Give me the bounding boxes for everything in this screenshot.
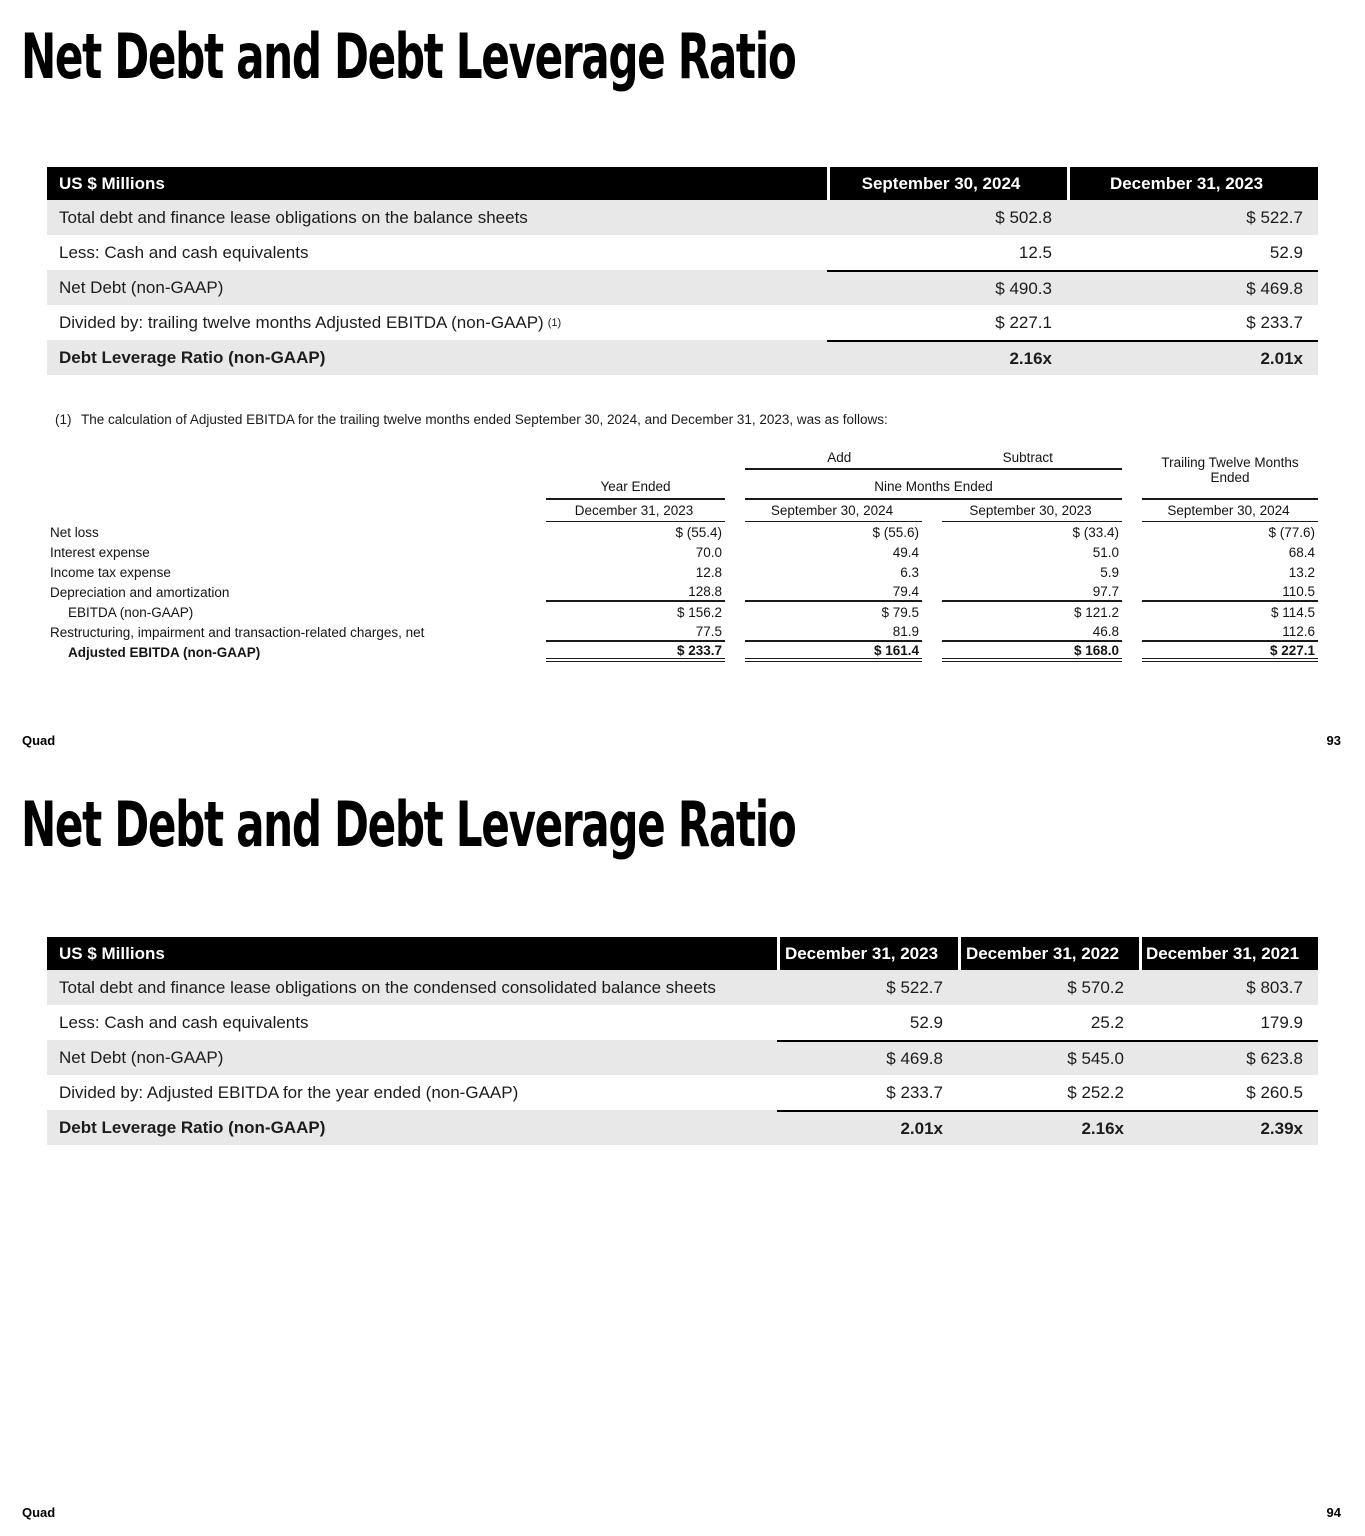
- row-value: 52.9: [1269, 242, 1303, 262]
- footnote: [55, 412, 888, 427]
- footnote-text: The calculation of Adjusted EBITDA for the trailing twelve months ended September 30, 2024, and December 31, 2023, was as follows:: [81, 412, 888, 427]
- adjusted-ebitda-calculation-table: [50, 446, 1318, 662]
- row-value: 2.16x: [827, 340, 1067, 375]
- row-value: $ 469.8: [777, 1040, 958, 1075]
- row-value: $ 114.5: [1270, 604, 1315, 620]
- row-value: $ 522.7: [886, 977, 943, 997]
- column-header-dec-31-2023: December 31, 2023: [1067, 167, 1318, 200]
- row-value: $ 227.1: [995, 312, 1052, 332]
- row-value: $ 545.0: [958, 1040, 1139, 1075]
- row-value: $ 168.0: [942, 642, 1122, 662]
- row-value: 6.3: [900, 564, 919, 580]
- row-value: $ 623.8: [1139, 1040, 1318, 1075]
- row-value: 12.5: [1018, 242, 1052, 262]
- subtract-header: Subtract: [1002, 450, 1053, 465]
- date-header: September 30, 2023: [942, 500, 1122, 522]
- row-label: Debt Leverage Ratio (non-GAAP): [59, 1117, 326, 1137]
- row-value: $ 490.3: [827, 270, 1067, 305]
- row-value: 70.0: [695, 544, 722, 560]
- column-header-dec-31-2021: December 31, 2021: [1139, 937, 1318, 970]
- row-value: 81.9: [745, 622, 922, 642]
- row-label: Less: Cash and cash equivalents: [59, 1012, 309, 1032]
- row-label-text: Divided by: trailing twelve months Adjusted EBITDA (non-GAAP): [59, 312, 544, 332]
- table-row-subtotal: [47, 1040, 1318, 1075]
- table-row-total: [47, 340, 1318, 375]
- row-value: 49.4: [892, 544, 919, 560]
- date-header: September 30, 2024: [1142, 500, 1318, 522]
- row-value: 128.8: [546, 582, 725, 602]
- row-value: $ 233.7: [886, 1082, 943, 1102]
- row-value: 5.9: [1100, 564, 1119, 580]
- column-header-sep-30-2024: September 30, 2024: [827, 167, 1067, 200]
- column-header-units: US $ Millions: [47, 167, 827, 200]
- row-value: 2.16x: [958, 1110, 1139, 1145]
- row-value: 51.0: [1092, 544, 1119, 560]
- row-label: Divided by: trailing twelve months Adjusted EBITDA (non-GAAP) (1): [59, 312, 562, 332]
- row-value: 77.5: [546, 622, 725, 642]
- row-label: Net loss: [50, 524, 99, 540]
- table-row-subtotal: [47, 270, 1318, 305]
- row-value: 79.4: [745, 582, 922, 602]
- row-value: $ 502.8: [995, 207, 1052, 227]
- row-value: 112.6: [1142, 622, 1318, 642]
- row-value: 68.4: [1288, 544, 1315, 560]
- column-header-dec-31-2023: December 31, 2023: [777, 937, 958, 970]
- nine-months-ended-header: Nine Months Ended: [745, 470, 1122, 500]
- table-row-total: [47, 1110, 1318, 1145]
- row-label: Adjusted EBITDA (non-GAAP): [68, 644, 261, 660]
- table-row: [47, 200, 1318, 235]
- row-label: Depreciation and amortization: [50, 584, 230, 600]
- net-debt-table-quarterly: [47, 167, 1318, 375]
- net-debt-table-annual: [47, 937, 1318, 1145]
- row-value: 52.9: [909, 1012, 943, 1032]
- table-header-row: [47, 167, 1318, 200]
- row-value: 110.5: [1142, 582, 1318, 602]
- row-value: 25.2: [1090, 1012, 1124, 1032]
- report-page-94: [0, 768, 1365, 1536]
- row-value: 2.39x: [1139, 1110, 1318, 1145]
- row-value: $ 522.7: [1246, 207, 1303, 227]
- row-value: $ 161.4: [745, 642, 922, 662]
- row-label: EBITDA (non-GAAP): [68, 604, 194, 620]
- row-label: Net Debt (non-GAAP): [59, 1047, 224, 1067]
- footer-page-number: 93: [1326, 733, 1341, 748]
- table-row: [47, 1005, 1318, 1040]
- row-value: $ 156.2: [676, 604, 722, 620]
- row-value: $ 233.7: [546, 642, 725, 662]
- column-header-dec-31-2022: December 31, 2022: [958, 937, 1139, 970]
- row-value: $ 227.1: [1142, 642, 1318, 662]
- row-value: 97.7: [942, 582, 1122, 602]
- row-label: Divided by: Adjusted EBITDA for the year ended (non-GAAP): [59, 1082, 519, 1102]
- row-label: Total debt and finance lease obligations on the balance sheets: [59, 207, 528, 227]
- footer-brand-logo: Quad: [22, 1505, 56, 1520]
- row-value: $ (55.4): [675, 524, 722, 540]
- row-value: $ 469.8: [1067, 270, 1318, 305]
- row-label: Less: Cash and cash equivalents: [59, 242, 309, 262]
- date-header: December 31, 2023: [546, 500, 725, 522]
- row-value: $ 121.2: [1073, 604, 1119, 620]
- footnote-marker: (1): [55, 412, 72, 427]
- page-title: Net Debt and Debt Leverage Ratio: [21, 20, 796, 93]
- row-label: Debt Leverage Ratio (non-GAAP): [59, 347, 326, 367]
- row-value: 13.2: [1288, 564, 1315, 580]
- row-label: Interest expense: [50, 544, 150, 560]
- footer-brand-logo: Quad: [22, 733, 56, 748]
- row-value: 12.8: [695, 564, 722, 580]
- table-row: [47, 1075, 1318, 1110]
- row-value: $ 260.5: [1246, 1082, 1303, 1102]
- row-value: $ 233.7: [1246, 312, 1303, 332]
- row-value: $ 252.2: [1067, 1082, 1124, 1102]
- table-header-row: [47, 937, 1318, 970]
- row-value: $ (33.4): [1072, 524, 1119, 540]
- row-label: Restructuring, impairment and transaction-related charges, net: [50, 624, 425, 640]
- add-header: Add: [827, 450, 852, 465]
- year-ended-header: Year Ended: [546, 470, 725, 500]
- row-value: 2.01x: [777, 1110, 958, 1145]
- row-value: 2.01x: [1067, 340, 1318, 375]
- row-value: $ 79.5: [881, 604, 919, 620]
- row-value: 46.8: [942, 622, 1122, 642]
- row-value: $ (77.6): [1268, 524, 1315, 540]
- table-row: [47, 970, 1318, 1005]
- column-header-units: US $ Millions: [47, 937, 777, 970]
- add-subtract-header: [745, 446, 1122, 470]
- row-value: $ (55.6): [872, 524, 919, 540]
- row-value: $ 570.2: [1067, 977, 1124, 997]
- row-value: 179.9: [1260, 1012, 1303, 1032]
- table-row: [47, 305, 1318, 340]
- footer-page-number: 94: [1326, 1505, 1341, 1520]
- page-title: Net Debt and Debt Leverage Ratio: [21, 788, 796, 861]
- row-label: Income tax expense: [50, 564, 171, 580]
- trailing-twelve-months-header: Trailing Twelve Months Ended: [1142, 446, 1318, 500]
- date-header: September 30, 2024: [745, 500, 922, 522]
- row-value: $ 803.7: [1246, 977, 1303, 997]
- row-label: Total debt and finance lease obligations on the condensed consolidated balance sheets: [59, 977, 716, 997]
- table-row: [47, 235, 1318, 270]
- row-label: Net Debt (non-GAAP): [59, 277, 224, 297]
